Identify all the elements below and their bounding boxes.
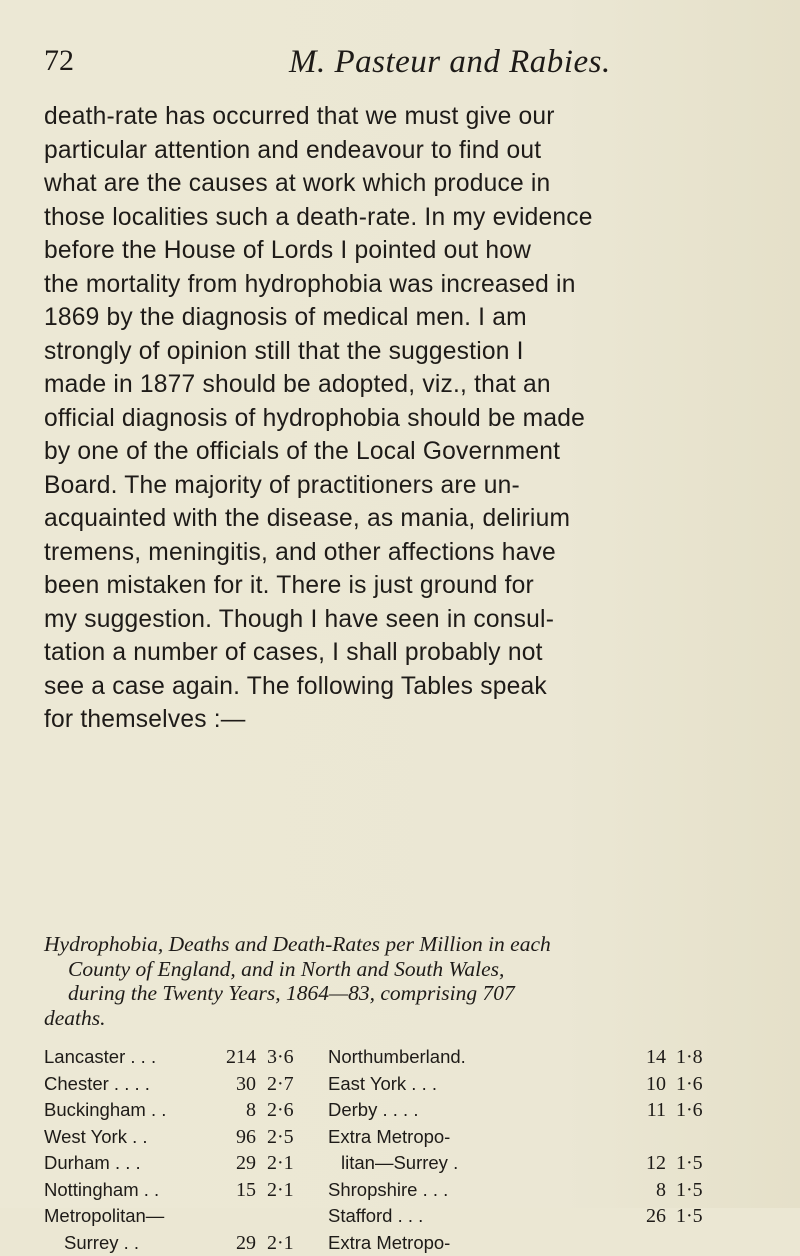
county-name: Northumberland. (328, 1044, 466, 1071)
body-paragraph (44, 100, 754, 737)
body-line: what are the causes at work which produce in (44, 167, 754, 201)
death-rate: 1·8 (676, 1044, 703, 1071)
death-count: 26 (616, 1203, 666, 1230)
body-line: been mistaken for it. There is just ground for (44, 569, 754, 603)
body-line: particular attention and endeavour to find out (44, 134, 754, 168)
death-rate: 3·6 (267, 1044, 294, 1071)
death-rate: 1·6 (676, 1071, 703, 1098)
body-line: strongly of opinion still that the suggestion I (44, 335, 754, 369)
body-line: by one of the officials of the Local Government (44, 435, 754, 469)
death-count: 29 (206, 1230, 256, 1256)
caption-line: Hydrophobia, Deaths and Death-Rates per Million in each (44, 932, 756, 957)
county-name: litan—Surrey . (341, 1150, 458, 1177)
death-rate: 1·5 (676, 1150, 703, 1177)
body-line: for themselves :— (44, 703, 754, 737)
county-name: Durham . . . (44, 1150, 141, 1177)
county-name: Stafford . . . (328, 1203, 423, 1230)
death-count: 10 (616, 1071, 666, 1098)
body-line: acquainted with the disease, as mania, delirium (44, 502, 754, 536)
death-rate: 1·5 (676, 1177, 703, 1204)
page-header (44, 44, 744, 94)
body-line: death-rate has occurred that we must give our (44, 100, 754, 134)
body-line: made in 1877 should be adopted, viz., that an (44, 368, 754, 402)
death-count: 15 (206, 1177, 256, 1204)
caption-line: County of England, and in North and South Wales, (44, 957, 756, 982)
death-rate: 1·6 (676, 1097, 703, 1124)
death-rate-table (44, 1044, 756, 1256)
body-line: 1869 by the diagnosis of medical men. I am (44, 301, 754, 335)
body-line: tremens, meningitis, and other affections have (44, 536, 754, 570)
body-line: Board. The majority of practitioners are un- (44, 469, 754, 503)
table-row (44, 1177, 756, 1204)
death-count: 11 (616, 1097, 666, 1124)
death-rate: 2·7 (267, 1071, 294, 1098)
table-row (44, 1044, 756, 1071)
county-name: Shropshire . . . (328, 1177, 448, 1204)
table-caption (44, 932, 756, 1030)
body-line: those localities such a death-rate. In my evidence (44, 201, 754, 235)
body-line: the mortality from hydrophobia was increased in (44, 268, 754, 302)
death-count: 214 (206, 1044, 256, 1071)
county-name: Chester . . . . (44, 1071, 150, 1098)
death-rate: 2·1 (267, 1150, 294, 1177)
table-row (44, 1230, 756, 1256)
page-number: 72 (44, 44, 74, 78)
death-rate: 2·5 (267, 1124, 294, 1151)
body-line: see a case again. The following Tables speak (44, 670, 754, 704)
death-count: 8 (616, 1177, 666, 1204)
county-name: Metropolitan— (44, 1203, 164, 1230)
death-count: 30 (206, 1071, 256, 1098)
caption-line: deaths. (44, 1006, 756, 1031)
county-name: Surrey . . (64, 1230, 139, 1256)
body-line: tation a number of cases, I shall probably not (44, 636, 754, 670)
death-count: 12 (616, 1150, 666, 1177)
death-count: 96 (206, 1124, 256, 1151)
table-row (44, 1071, 756, 1098)
county-name: Extra Metropo- (328, 1124, 450, 1151)
body-line: official diagnosis of hydrophobia should be made (44, 402, 754, 436)
county-name: Nottingham . . (44, 1177, 159, 1204)
caption-line: during the Twenty Years, 1864—83, comprising 707 (44, 981, 756, 1006)
body-line: before the House of Lords I pointed out how (44, 234, 754, 268)
table-row (44, 1203, 756, 1230)
county-name: East York . . . (328, 1071, 437, 1098)
death-count: 14 (616, 1044, 666, 1071)
county-name: West York . . (44, 1124, 148, 1151)
death-rate: 2·1 (267, 1177, 294, 1204)
body-line: my suggestion. Though I have seen in consul- (44, 603, 754, 637)
table-row (44, 1124, 756, 1151)
county-name: Extra Metropo- (328, 1230, 450, 1256)
death-rate: 2·1 (267, 1230, 294, 1256)
death-count: 8 (206, 1097, 256, 1124)
death-rate: 2·6 (267, 1097, 294, 1124)
table-row (44, 1150, 756, 1177)
death-count: 29 (206, 1150, 256, 1177)
county-name: Derby . . . . (328, 1097, 418, 1124)
table-row (44, 1097, 756, 1124)
running-head: M. Pasteur and Rabies. (289, 44, 611, 81)
county-name: Buckingham . . (44, 1097, 166, 1124)
county-name: Lancaster . . . (44, 1044, 156, 1071)
death-rate: 1·5 (676, 1203, 703, 1230)
